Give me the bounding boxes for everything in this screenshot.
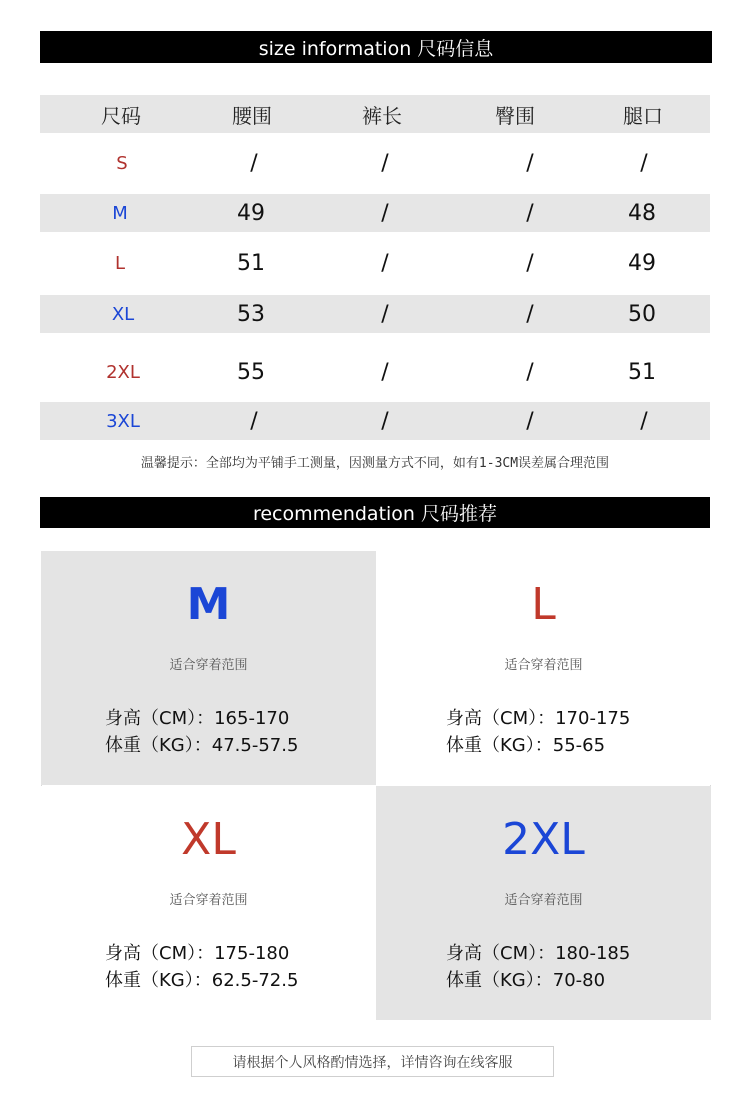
recommendation-card-xl <box>41 786 376 1020</box>
length-cell: / <box>381 200 389 226</box>
size-information-title: size information 尺码信息 <box>40 31 712 63</box>
size-cell: 3XL <box>106 410 140 432</box>
card-height: 身高（CM）：165-170 <box>105 708 290 729</box>
leg-opening-cell: 48 <box>628 200 656 226</box>
footer-tip: 请根据个人风格酌情选择，详情咨询在线客服 <box>191 1046 554 1077</box>
table-row <box>40 144 710 182</box>
card-height: 身高（CM）：170-175 <box>446 708 631 729</box>
waist-cell: 51 <box>237 250 265 276</box>
card-size: M <box>186 579 231 630</box>
waist-cell: 55 <box>237 359 265 385</box>
leg-opening-cell: 50 <box>628 301 656 327</box>
card-weight: 体重（KG）：62.5-72.5 <box>105 970 299 991</box>
card-weight: 体重（KG）：55-65 <box>446 735 606 756</box>
card-size: XL <box>181 814 236 865</box>
length-cell: / <box>381 408 389 434</box>
card-subtitle: 适合穿着范围 <box>169 893 248 908</box>
header-hip: 臀围 <box>495 103 535 128</box>
recommendation-card-2xl <box>376 786 711 1020</box>
waist-cell: / <box>250 408 258 434</box>
length-cell: / <box>381 150 389 176</box>
table-row <box>40 353 710 391</box>
card-size: L <box>531 579 556 630</box>
recommendation-title: recommendation 尺码推荐 <box>40 497 710 528</box>
hip-cell: / <box>526 200 534 226</box>
size-cell: L <box>114 252 126 274</box>
hip-cell: / <box>526 359 534 385</box>
table-row <box>40 194 710 232</box>
hip-cell: / <box>526 150 534 176</box>
header-waist: 腰围 <box>232 103 272 128</box>
leg-opening-cell: 49 <box>628 250 656 276</box>
size-cell: XL <box>111 303 135 325</box>
length-cell: / <box>381 250 389 276</box>
header-length: 裤长 <box>362 103 402 128</box>
table-row <box>40 295 710 333</box>
card-weight: 体重（KG）：47.5-57.5 <box>105 735 299 756</box>
size-cell: M <box>112 202 128 224</box>
length-cell: / <box>381 301 389 327</box>
card-subtitle: 适合穿着范围 <box>504 658 583 673</box>
leg-opening-cell: / <box>640 150 648 176</box>
card-height: 身高（CM）：175-180 <box>105 943 290 964</box>
recommendation-card-l <box>376 551 711 785</box>
length-cell: / <box>381 359 389 385</box>
hip-cell: / <box>526 250 534 276</box>
table-header-row <box>40 95 710 133</box>
card-size: 2XL <box>502 814 585 865</box>
table-row <box>40 244 710 282</box>
leg-opening-cell: / <box>640 408 648 434</box>
card-weight: 体重（KG）：70-80 <box>446 970 606 991</box>
table-row <box>40 402 710 440</box>
waist-cell: 53 <box>237 301 265 327</box>
size-cell: 2XL <box>106 361 140 383</box>
recommendation-card-m <box>41 551 376 785</box>
card-height: 身高（CM）：180-185 <box>446 943 631 964</box>
header-size: 尺码 <box>101 103 141 128</box>
card-subtitle: 适合穿着范围 <box>504 893 583 908</box>
leg-opening-cell: 51 <box>628 359 656 385</box>
size-cell: S <box>116 152 128 174</box>
header-leg-opening: 腿口 <box>623 103 663 128</box>
hip-cell: / <box>526 408 534 434</box>
hip-cell: / <box>526 301 534 327</box>
measurement-note: 温馨提示：全部均为平铺手工测量，因测量方式不同，如有1-3CM误差属合理范围 <box>140 456 610 471</box>
waist-cell: 49 <box>237 200 265 226</box>
card-subtitle: 适合穿着范围 <box>169 658 248 673</box>
waist-cell: / <box>250 150 258 176</box>
